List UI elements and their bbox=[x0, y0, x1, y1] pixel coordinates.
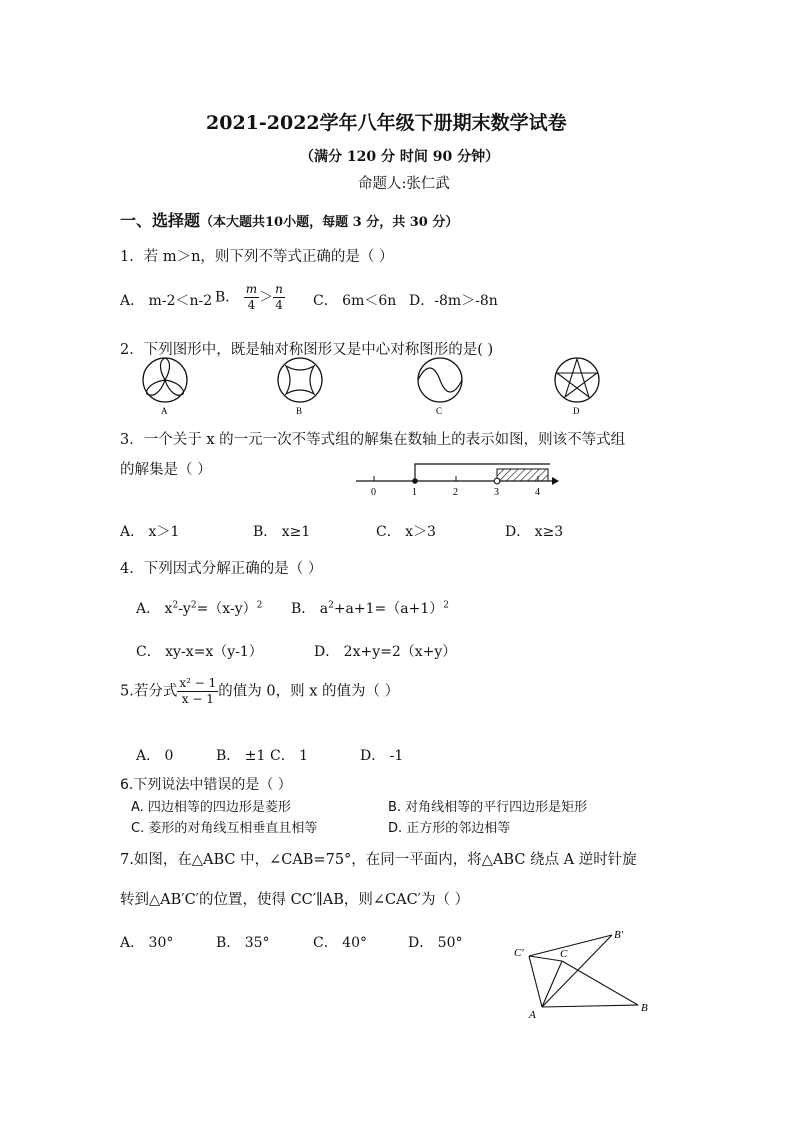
figure-c bbox=[418, 358, 462, 402]
point-c: C bbox=[560, 948, 568, 960]
question-2: 2．下列图形中，既是轴对称图形又是中心对称图形的是( ) bbox=[120, 342, 494, 358]
q7-option-a: A． 30° bbox=[120, 935, 174, 951]
q5-option-d: D． -1 bbox=[360, 748, 404, 764]
q1-option-a: A． m-2＜n-2 bbox=[120, 293, 213, 309]
page-title: 2021-2022学年八年级下册期末数学试卷 bbox=[206, 112, 567, 134]
question-3-line-2: 的解集是（ ） bbox=[120, 462, 212, 478]
q4-option-a: A． $x^2-y^2=(x-y)^2$ bbox=[136, 600, 263, 617]
fraction-n-over-4: $\frac{n}{4}$ bbox=[275, 282, 283, 312]
tick-label-3: 3 bbox=[494, 487, 499, 498]
section-title: 一、选择题 bbox=[120, 211, 201, 230]
figure-label-c: C bbox=[436, 406, 443, 416]
q6-option-d: D. 正方形的邻边相等 bbox=[388, 821, 511, 836]
question-7-line-1: 7.如图，在△ABC 中，∠CAB=75°，在同一平面内，将△ABC 绕点 A 逆时针旋 bbox=[120, 852, 637, 868]
number-line bbox=[352, 458, 562, 500]
q1-option-d: D．-8m＞-8n bbox=[409, 293, 498, 309]
point-b-prime: B′ bbox=[614, 929, 624, 941]
exam-info: （满分 120 分 时间 90 分钟） bbox=[300, 149, 500, 165]
q6-option-b: B. 对角线相等的平行四边形是矩形 bbox=[388, 800, 588, 815]
q3-option-b: B． x≥1 bbox=[253, 524, 311, 540]
q2-figures bbox=[130, 352, 610, 418]
q5-option-b: B． ±1 bbox=[216, 748, 266, 764]
tick-label-2: 2 bbox=[453, 487, 458, 498]
axis-arrow bbox=[552, 477, 559, 485]
tick-label-4: 4 bbox=[535, 487, 540, 498]
q6-option-a: A. 四边相等的四边形是菱形 bbox=[131, 800, 291, 815]
question-7-line-2: 转到△AB′C′的位置，使得 CC′∥AB，则∠CAC′为（ ） bbox=[120, 892, 470, 908]
point-c-prime: C′ bbox=[514, 947, 524, 959]
q3-option-d: D． x≥3 bbox=[505, 524, 564, 540]
q6-option-c: C. 菱形的对角线互相垂直且相等 bbox=[131, 821, 318, 836]
q5-suffix: 的值为 0，则 x 的值为（ ） bbox=[218, 683, 400, 700]
tick-label-0: 0 bbox=[371, 487, 376, 498]
question-6: 6.下列说法中错误的是（ ） bbox=[120, 777, 292, 793]
rotation-triangle-figure bbox=[505, 922, 665, 1022]
question-1: 1．若 m＞n，则下列不等式正确的是（ ） bbox=[120, 249, 394, 265]
q4-option-b: B． $a^2+a+1=(a+1)^2$ bbox=[291, 600, 449, 617]
q7-option-d: D． 50° bbox=[408, 935, 463, 951]
figure-d bbox=[555, 358, 599, 402]
q1-option-b bbox=[215, 282, 285, 313]
q7-option-c: C． 40° bbox=[313, 935, 367, 951]
q5-fraction: $\frac{\text{x² − 1}}{x - 1}$ bbox=[179, 676, 217, 706]
section-note: （本大题共10小题，每题 3 分，共 30 分） bbox=[200, 215, 459, 230]
figure-a bbox=[143, 358, 187, 402]
point-a: A bbox=[529, 1009, 536, 1021]
q3-option-a: A． x＞1 bbox=[120, 524, 180, 540]
section-heading bbox=[120, 208, 458, 231]
q3-option-c: C． x＞3 bbox=[376, 524, 436, 540]
q7-option-b: B． 35° bbox=[216, 935, 270, 951]
question-4: 4．下列因式分解正确的是（ ） bbox=[120, 561, 323, 577]
question-3-line-1: 3．一个关于 x 的一元一次不等式组的解集在数轴上的表示如图，则该不等式组 bbox=[120, 432, 626, 448]
tick-label-1: 1 bbox=[412, 487, 417, 498]
figure-b bbox=[278, 358, 322, 402]
open-dot-3 bbox=[494, 478, 500, 484]
figure-label-d: D bbox=[573, 406, 580, 416]
figure-label-b: B bbox=[296, 406, 303, 416]
q4-option-c: C． xy-x=x（y-1） bbox=[136, 644, 263, 660]
solid-dot-1 bbox=[412, 478, 418, 484]
question-5 bbox=[120, 676, 399, 707]
exam-author: 命题人:张仁武 bbox=[358, 176, 450, 192]
q1-option-c: C． 6m＜6n bbox=[313, 293, 397, 309]
hatched-region bbox=[497, 469, 548, 481]
q5-option-c: C． 1 bbox=[270, 748, 309, 764]
q5-prefix: 5.若分式 bbox=[120, 683, 178, 700]
greater-than: ＞ bbox=[259, 289, 274, 306]
figure-label-a: A bbox=[161, 406, 168, 416]
fraction-m-over-4: $\frac{m}{4}$ bbox=[245, 282, 258, 312]
q1-option-b-label: B． bbox=[215, 289, 240, 306]
point-b: B bbox=[641, 1002, 648, 1014]
q5-option-a: A． 0 bbox=[136, 748, 174, 764]
q4-option-d: D． 2x+y=2（x+y） bbox=[314, 644, 457, 660]
